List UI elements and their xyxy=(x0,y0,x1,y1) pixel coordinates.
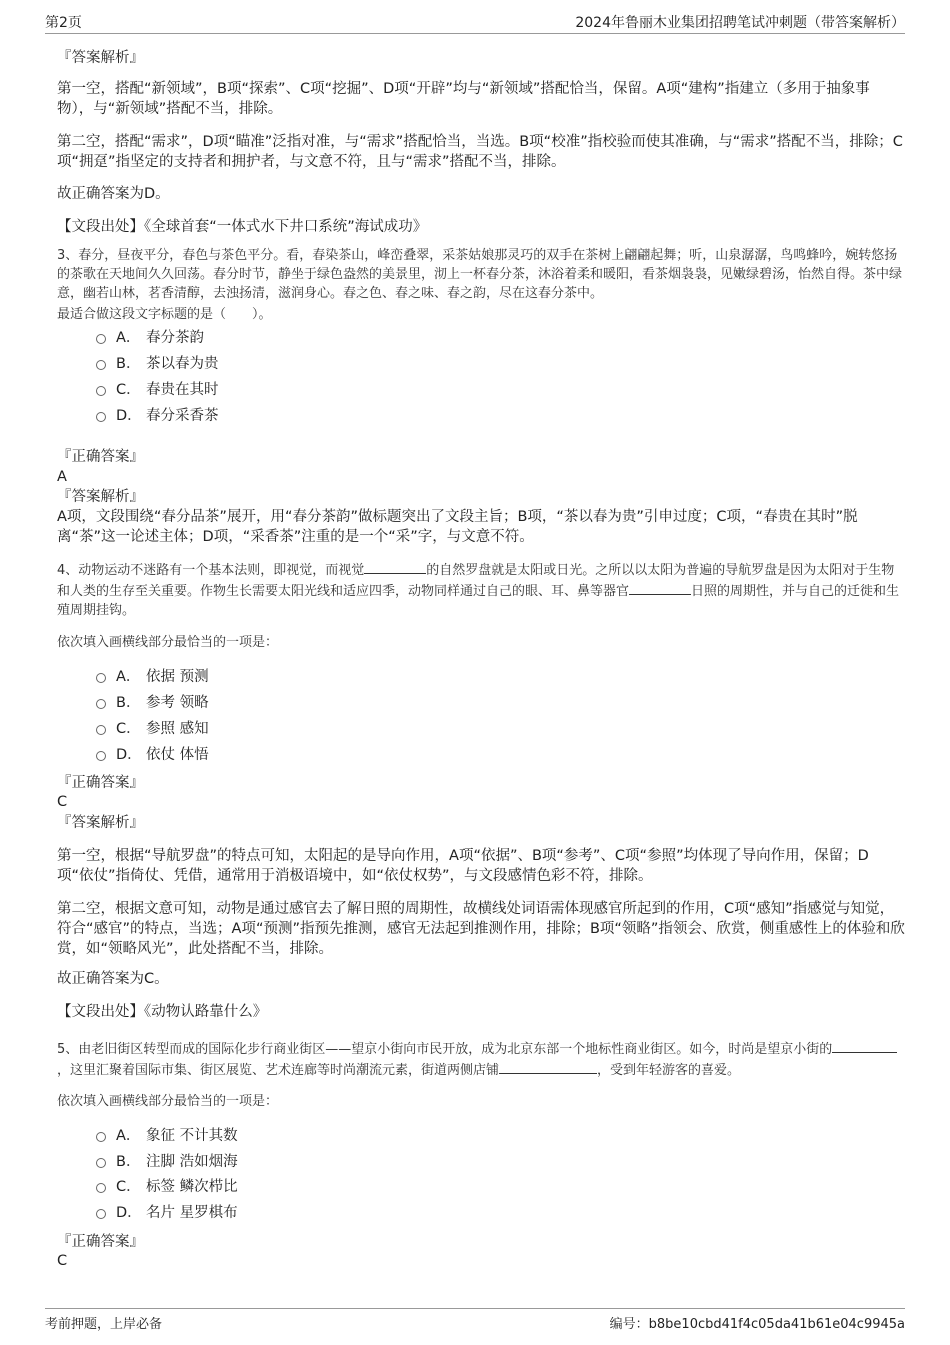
fill-blank xyxy=(832,1038,897,1053)
footer-divider xyxy=(45,1308,905,1309)
analysis-paragraph: 第二空，搭配“需求”，D项“瞄准”泛指对准，与“需求”搭配恰当，当选。B项“校准”指校验而使其准确，与“需求”搭配不当，排除；C项“拥趸”指坚定的支持者和拥护者，与文意不符，且与“需求”搭配不当，排除。 xyxy=(57,134,903,170)
answer-label: 『正确答案』 xyxy=(57,449,144,465)
option-d[interactable]: D． 春分采香茶 xyxy=(96,406,219,426)
document-id: 编号：b8be10cbd41f4c05da41b61e04c9945a xyxy=(609,1317,905,1332)
radio-icon[interactable] xyxy=(96,334,106,344)
option-b[interactable]: B． 参考 领略 xyxy=(96,693,209,713)
answer-label: 『正确答案』 xyxy=(57,1234,144,1250)
radio-icon[interactable] xyxy=(96,751,106,761)
option-b[interactable]: B． 茶以春为贵 xyxy=(96,354,219,374)
fill-blank xyxy=(629,580,691,595)
source-citation: 【文段出处】《全球首套“一体式水下井口系统”海试成功》 xyxy=(57,219,428,235)
analysis-paragraph: 第一空，根据“导航罗盘”的特点可知，太阳起的是导向作用，A项“依据”、B项“参考”、C项“参照”均体现了导向作用，保留；D项“依仗”指倚仗、凭借，通常用于消极语境中，如“依仗权势”，与文段感情色彩不符，排除。 xyxy=(57,848,869,884)
radio-icon[interactable] xyxy=(96,1158,106,1168)
question-stem: 4、动物运动不迷路有一个基本法则，即视觉，而视觉 的自然罗盘就是太阳或日光。之所以以太阳为普遍的导航罗盘是因为太阳对于生物和人类的生存至关重要。作物生长需要太阳光线和适应四季，动物同样通过自己的眼、耳、鼻等器官 日照的周期性，并与自己的迁徙和生殖周期挂钩。 xyxy=(57,559,902,620)
radio-icon[interactable] xyxy=(96,360,106,370)
fill-blank xyxy=(499,1059,597,1074)
analysis-paragraph: 第一空，搭配“新领域”，B项“探索”、C项“挖掘”、D项“开辟”均与“新领域”搭配恰当，保留。A项“建构”指建立（多用于抽象事物），与“新领域”搭配不当，排除。 xyxy=(57,81,870,117)
option-b[interactable]: B． 注脚 浩如烟海 xyxy=(96,1152,238,1172)
option-d[interactable]: D． 依仗 体悟 xyxy=(96,745,209,765)
conclusion: 故正确答案为D。 xyxy=(57,186,170,202)
radio-icon[interactable] xyxy=(96,386,106,396)
conclusion: 故正确答案为C。 xyxy=(57,971,169,987)
analysis-label: 『答案解析』 xyxy=(57,50,144,66)
correct-answer: A xyxy=(57,469,67,485)
radio-icon[interactable] xyxy=(96,699,106,709)
radio-icon[interactable] xyxy=(96,1183,106,1193)
option-c[interactable]: C． 参照 感知 xyxy=(96,719,209,739)
radio-icon[interactable] xyxy=(96,673,106,683)
radio-icon[interactable] xyxy=(96,412,106,422)
page-number: 第2页 xyxy=(45,15,82,31)
correct-answer: C xyxy=(57,1253,68,1269)
analysis-paragraph: A项，文段围绕“春分品茶”展开，用“春分茶韵”做标题突出了文段主旨；B项，“茶以春为贵”引申过度；C项，“春贵在其时”脱离“茶”这一论述主体；D项，“采香茶”注重的是一个“采”字，与文意不符。 xyxy=(57,509,858,545)
question-stem: 3、春分，昼夜平分，春色与茶色平分。看，春染茶山，峰峦叠翠，采茶姑娘那灵巧的双手在茶树上翩翩起舞；听，山泉潺潺，鸟鸣蜂吟，婉转悠扬的茶歌在天地间久久回荡。春分时节，静坐于绿色盎然的美景里，沏上一杯春分茶，沐浴着柔和暖阳，看茶烟袅袅，见嫩绿碧汤，怡然自得。茶中绿意，幽若山林，茗香清醇，去浊扬清，滋润身心。春之色、春之味、春之韵，尽在这春分茶中。 xyxy=(57,248,903,301)
correct-answer: C xyxy=(57,794,68,810)
fill-blank xyxy=(364,559,426,574)
option-a[interactable]: A． 象征 不计其数 xyxy=(96,1126,238,1146)
document-title: 2024年鲁丽木业集团招聘笔试冲刺题（带答案解析） xyxy=(575,15,905,31)
question-stem: 5、由老旧街区转型而成的国际化步行商业街区——望京小街向市民开放，成为北京东部一个地标性商业街区。如今，时尚是望京小街的，这里汇聚着国际市集、街区展览、艺术连廊等时尚潮流元素，街道两侧店铺 ，受到年轻游客的喜爱。 xyxy=(57,1038,902,1080)
option-a[interactable]: A． 春分茶韵 xyxy=(96,328,204,348)
analysis-label: 『答案解析』 xyxy=(57,489,144,505)
header-divider xyxy=(45,33,905,34)
analysis-label: 『答案解析』 xyxy=(57,815,144,831)
answer-label: 『正确答案』 xyxy=(57,775,144,791)
option-d[interactable]: D． 名片 星罗棋布 xyxy=(96,1203,238,1223)
radio-icon[interactable] xyxy=(96,725,106,735)
question-prompt: 依次填入画横线部分最恰当的一项是： xyxy=(57,1094,279,1109)
radio-icon[interactable] xyxy=(96,1132,106,1142)
analysis-paragraph: 第二空，根据文意可知，动物是通过感官去了解日照的周期性，故横线处词语需体现感官所起到的作用，C项“感知”指感觉与知觉，符合“感官”的特点，当选；A项“预测”指预先推测，感官无法起到推测作用，排除；B项“领略”指领会、欣赏，侧重感性上的体验和欣赏，如“领略风光”，此处搭配不当，排除。 xyxy=(57,901,905,957)
question-prompt: 依次填入画横线部分最恰当的一项是： xyxy=(57,635,279,650)
option-a[interactable]: A． 依据 预测 xyxy=(96,667,209,687)
question-prompt: 最适合做这段文字标题的是（ ）。 xyxy=(57,307,272,322)
footer-slogan: 考前押题，上岸必备 xyxy=(45,1317,163,1332)
radio-icon[interactable] xyxy=(96,1209,106,1219)
option-c[interactable]: C． 春贵在其时 xyxy=(96,380,219,400)
option-c[interactable]: C． 标签 鳞次栉比 xyxy=(96,1177,238,1197)
source-citation: 【文段出处】《动物认路靠什么》 xyxy=(57,1004,268,1020)
